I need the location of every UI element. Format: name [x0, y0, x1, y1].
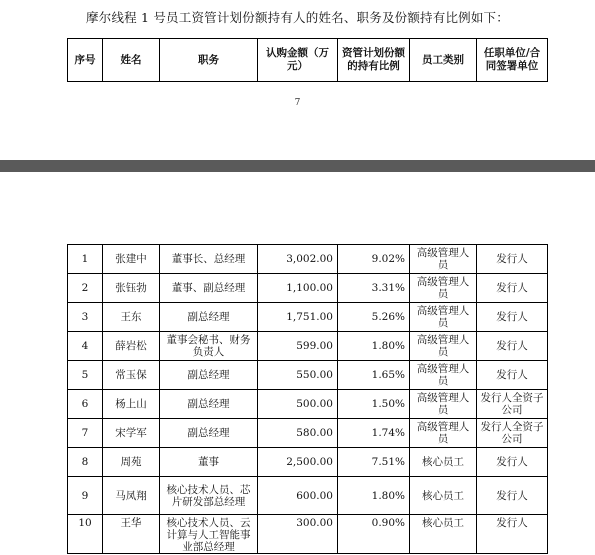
cell-amount: 580.00 [258, 419, 338, 448]
header-category: 员工类别 [410, 39, 477, 82]
cell-category: 高级管理人员 [410, 332, 477, 361]
cell-seq: 9 [68, 477, 103, 515]
cell-seq: 3 [68, 303, 103, 332]
table-row [68, 303, 548, 332]
cell-title: 董事长、总经理 [160, 245, 258, 274]
header-seq: 序号 [68, 39, 103, 82]
header-unit: 任职单位/合同签署单位 [477, 39, 548, 82]
table-row [68, 419, 548, 448]
cell-name: 张钰勃 [103, 274, 160, 303]
cell-amount: 1,100.00 [258, 274, 338, 303]
cell-category: 核心员工 [410, 448, 477, 477]
cell-seq: 10 [68, 515, 103, 554]
cell-name: 王华 [103, 515, 160, 554]
cell-unit: 发行人 [477, 303, 548, 332]
header-amount: 认购金额（万元） [258, 39, 338, 82]
cell-unit: 发行人 [477, 448, 548, 477]
table-row [68, 477, 548, 515]
header-name: 姓名 [103, 39, 160, 82]
cell-name: 常玉保 [103, 361, 160, 390]
cell-amount: 300.00 [258, 515, 338, 554]
cell-seq: 4 [68, 332, 103, 361]
cell-ratio: 3.31% [338, 274, 410, 303]
cell-category: 高级管理人员 [410, 390, 477, 419]
cell-ratio: 7.51% [338, 448, 410, 477]
cell-name: 马凤翔 [103, 477, 160, 515]
cell-title: 核心技术人员、云计算与人工智能事业部总经理 [160, 515, 258, 554]
cell-category: 核心员工 [410, 477, 477, 515]
cell-name: 宋学军 [103, 419, 160, 448]
cell-unit: 发行人 [477, 332, 548, 361]
table-row [68, 448, 548, 477]
cell-unit: 发行人 [477, 245, 548, 274]
cell-seq: 7 [68, 419, 103, 448]
cell-seq: 1 [68, 245, 103, 274]
cell-unit: 发行人全资子公司 [477, 419, 548, 448]
intro-text: 摩尔线程 1 号员工资管计划份额持有人的姓名、职务及份额持有比例如下： [86, 10, 509, 25]
table-row [68, 515, 548, 554]
cell-seq: 8 [68, 448, 103, 477]
cell-title: 董事、副总经理 [160, 274, 258, 303]
page-separator [0, 160, 595, 172]
cell-title: 董事 [160, 448, 258, 477]
cell-title: 副总经理 [160, 361, 258, 390]
cell-name: 周苑 [103, 448, 160, 477]
cell-name: 薛岩松 [103, 332, 160, 361]
cell-ratio: 1.80% [338, 477, 410, 515]
cell-title: 副总经理 [160, 390, 258, 419]
cell-amount: 1,751.00 [258, 303, 338, 332]
document-page-2 [0, 172, 595, 555]
table-row [68, 361, 548, 390]
cell-ratio: 1.74% [338, 419, 410, 448]
cell-title: 核心技术人员、芯片研发部总经理 [160, 477, 258, 515]
cell-name: 杨上山 [103, 390, 160, 419]
cell-seq: 5 [68, 361, 103, 390]
table-row [68, 274, 548, 303]
cell-ratio: 1.65% [338, 361, 410, 390]
cell-unit: 发行人全资子公司 [477, 390, 548, 419]
cell-ratio: 9.02% [338, 245, 410, 274]
cell-amount: 550.00 [258, 361, 338, 390]
page-number: 7 [294, 98, 301, 108]
cell-title: 副总经理 [160, 419, 258, 448]
cell-unit: 发行人 [477, 515, 548, 554]
cell-ratio: 5.26% [338, 303, 410, 332]
table-row [68, 332, 548, 361]
cell-category: 高级管理人员 [410, 419, 477, 448]
header-table [67, 38, 548, 82]
cell-amount: 600.00 [258, 477, 338, 515]
cell-seq: 6 [68, 390, 103, 419]
cell-seq: 2 [68, 274, 103, 303]
cell-title: 副总经理 [160, 303, 258, 332]
cell-unit: 发行人 [477, 274, 548, 303]
holders-table [67, 244, 548, 554]
cell-amount: 599.00 [258, 332, 338, 361]
cell-category: 高级管理人员 [410, 245, 477, 274]
cell-amount: 500.00 [258, 390, 338, 419]
cell-category: 核心员工 [410, 515, 477, 554]
cell-ratio: 1.50% [338, 390, 410, 419]
table-row [68, 390, 548, 419]
cell-ratio: 1.80% [338, 332, 410, 361]
header-ratio: 资管计划份额的持有比例 [338, 39, 410, 82]
table-row [68, 245, 548, 274]
cell-name: 王东 [103, 303, 160, 332]
cell-amount: 3,002.00 [258, 245, 338, 274]
cell-amount: 2,500.00 [258, 448, 338, 477]
cell-category: 高级管理人员 [410, 274, 477, 303]
document-page-1 [0, 0, 595, 160]
cell-category: 高级管理人员 [410, 303, 477, 332]
cell-category: 高级管理人员 [410, 361, 477, 390]
cell-unit: 发行人 [477, 361, 548, 390]
cell-name: 张建中 [103, 245, 160, 274]
cell-ratio: 0.90% [338, 515, 410, 554]
header-title: 职务 [160, 39, 258, 82]
cell-unit: 发行人 [477, 477, 548, 515]
cell-title: 董事会秘书、财务负责人 [160, 332, 258, 361]
